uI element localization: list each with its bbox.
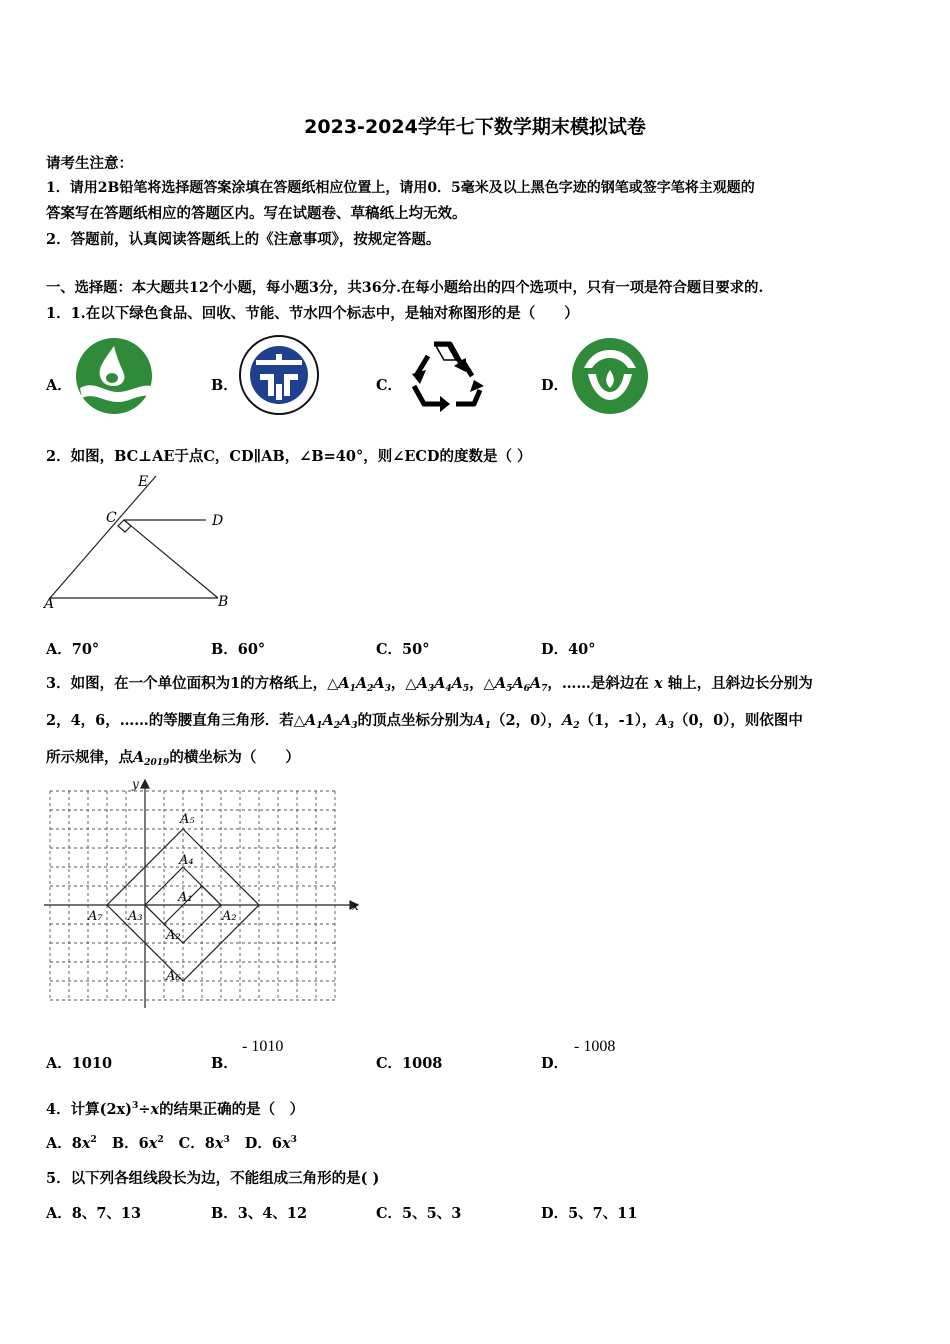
q4-option-a: A．$8x^2$ bbox=[46, 1135, 97, 1152]
q3-axis-y: y bbox=[132, 777, 139, 791]
q3-option-c: C．1008 bbox=[376, 1055, 443, 1072]
q2-label-b: B bbox=[218, 594, 229, 610]
notice-item-1-line-1: 1．请用2B铅笔将选择题答案涂填在答题纸相应位置上，请用0．5毫米及以上黑色字迹的钢笔或签字笔将主观题的 bbox=[46, 180, 755, 196]
q3-label-a2-lower: A₂ bbox=[166, 928, 181, 943]
q5-option-d: D．5、7、11 bbox=[541, 1205, 638, 1222]
q4-option-d: D．$6x^3$ bbox=[244, 1135, 297, 1152]
page-title: 2023-2024学年七下数学期末模拟试卷 bbox=[304, 116, 646, 138]
q2-label-c: C bbox=[106, 510, 117, 526]
question-3-line-2: 2，4，6，……的等腰直角三角形．若$\triangle A_1A_2A_3$的顶点坐标分别为$A_1(2$，0），$A_2(1$，-1），$A_3(0$，0），则依图中 bbox=[46, 712, 803, 731]
q3-label-a3: A₃ bbox=[128, 909, 143, 924]
q1-option-d-label: D． bbox=[541, 377, 569, 394]
q2-option-a: A．70° bbox=[46, 641, 100, 658]
q2-figure bbox=[40, 470, 240, 618]
q1-option-c-label: C． bbox=[376, 377, 403, 394]
q4-option-c: C．$8x^3$ bbox=[178, 1135, 230, 1152]
q5-option-b: B．3、4、12 bbox=[211, 1205, 308, 1222]
green-food-icon bbox=[570, 336, 650, 416]
q5-option-c: C．5、5、3 bbox=[376, 1205, 462, 1222]
q1-option-b-label: B． bbox=[211, 377, 238, 394]
q2-option-c: C．50° bbox=[376, 641, 430, 658]
question-4-stem: 4．计算$(2x)^3\div x$的结果正确的是（ ） bbox=[46, 1101, 305, 1118]
q3-option-d-label: D． bbox=[541, 1055, 569, 1072]
q3-option-b-value: - 1010 bbox=[242, 1038, 284, 1055]
question-1-stem: 1．1.在以下绿色食品、回收、节能、节水四个标志中，是轴对称图形的是（ ） bbox=[46, 305, 579, 322]
q4-option-b: B．$6x^2$ bbox=[111, 1135, 164, 1152]
q3-label-a2: A₂ bbox=[222, 909, 237, 924]
q3-label-a7: A₇ bbox=[88, 909, 103, 924]
question-3-line-3: 所示规律，点$A_{2019}$的横坐标为（ ） bbox=[46, 749, 300, 768]
q1-option-a-label: A． bbox=[46, 377, 72, 394]
q4-options-row bbox=[46, 1132, 297, 1153]
q3-label-a1: A₁ bbox=[178, 890, 193, 905]
section-header: 一、选择题：本大题共12个小题，每小题3分，共36分.在每小题给出的四个选项中，只有一项是符合题目要求的. bbox=[46, 280, 764, 296]
notice-item-1-line-2: 答案写在答题纸相应的答题区内。写在试题卷、草稿纸上均无效。 bbox=[46, 205, 467, 222]
q2-label-a: A bbox=[44, 596, 55, 612]
q2-label-e: E bbox=[138, 474, 149, 490]
notice-heading: 请考生注意： bbox=[46, 155, 133, 172]
q3-axis-x: x bbox=[352, 899, 359, 913]
q3-option-a: A．1010 bbox=[46, 1055, 113, 1072]
green-water-drop-icon bbox=[74, 336, 154, 416]
q3-option-d-value: - 1008 bbox=[574, 1038, 616, 1055]
question-5-stem: 5．以下列各组线段长为边，不能组成三角形的是( ) bbox=[46, 1170, 380, 1187]
q5-option-a: A．8、7、13 bbox=[46, 1205, 142, 1222]
q3-label-a5: A₅ bbox=[180, 812, 195, 827]
notice-item-2: 2．答题前，认真阅读答题纸上的《注意事项》，按规定答题。 bbox=[46, 231, 441, 248]
q3-label-a4: A₄ bbox=[179, 853, 194, 868]
question-3-line-1: 3．如图，在一个单位面积为1的方格纸上，$\triangle A_1A_2A_3$，$\triangle A_3A_4A_5$，$\triangle A_5A_6A_7$，……是斜边在 x 轴上，且斜边长分别为 bbox=[46, 675, 813, 694]
q3-grid-figure bbox=[44, 776, 364, 1012]
q3-label-a6: A₆ bbox=[166, 969, 181, 984]
q2-option-b: B．60° bbox=[211, 641, 266, 658]
q2-label-d: D bbox=[212, 513, 224, 529]
question-2-stem: 2．如图，BC⊥AE于点C，CD∥AB，∠B=40°，则∠ECD的度数是（ ） bbox=[46, 448, 532, 465]
q2-option-d: D．40° bbox=[541, 641, 596, 658]
energy-saving-icon bbox=[238, 334, 320, 416]
recycle-icon bbox=[404, 336, 486, 416]
q3-option-b-label: B． bbox=[211, 1055, 238, 1072]
